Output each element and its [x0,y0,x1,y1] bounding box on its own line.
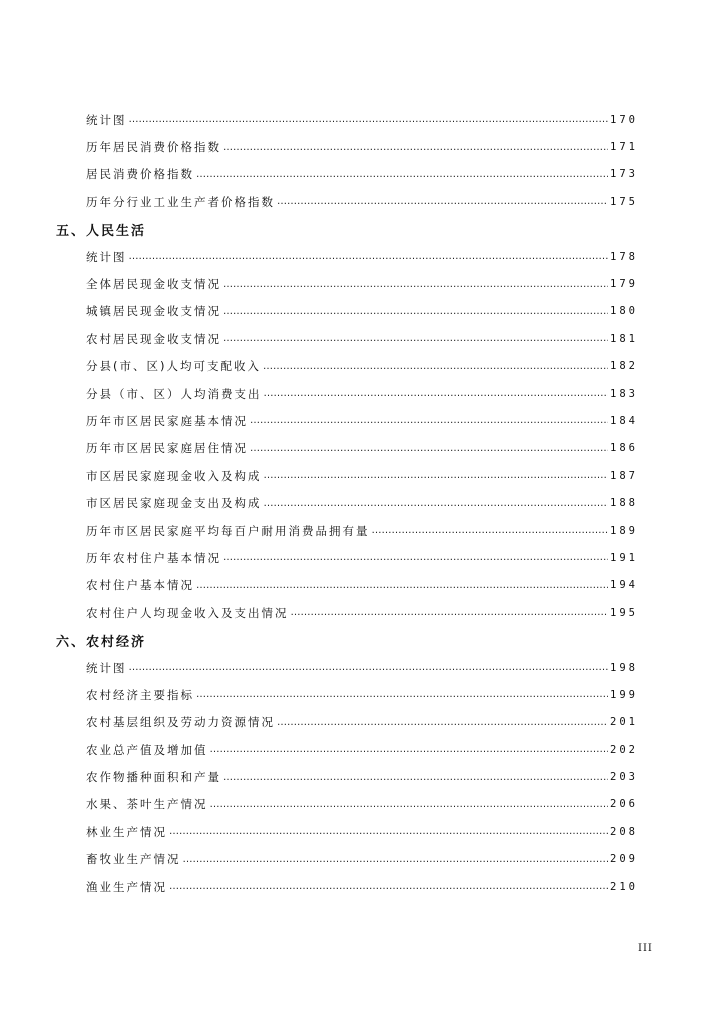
toc-entry-title: 水果、茶叶生产情况 [86,797,208,812]
section-heading: 六、农村经济 [56,634,147,650]
toc-entry[interactable] [86,106,638,133]
dot-leader [223,142,608,153]
toc-entry-page: 179 [610,278,638,291]
toc-entry-page: 171 [610,141,638,154]
toc-entry[interactable] [86,736,638,763]
dot-leader [129,251,609,262]
section-heading: 五、人民生活 [56,223,147,239]
toc-entry-page: 201 [610,716,638,729]
toc-entry-page: 191 [610,551,638,564]
toc-entry-page: 187 [610,469,638,482]
toc-entry-page: 180 [610,305,638,318]
toc-entry-title: 历年居民消费价格指数 [86,140,221,155]
toc-entry[interactable] [86,270,638,297]
toc-entry[interactable] [86,298,638,325]
toc-entry-title: 统计图 [86,249,127,264]
toc-entry[interactable] [86,188,638,215]
dot-leader [196,169,608,180]
toc-entry[interactable] [86,544,638,571]
toc-entry-title: 历年市区居民家庭平均每百户耐用消费品拥有量 [86,523,370,538]
toc-entry-title: 统计图 [86,112,127,127]
toc-entry[interactable] [86,818,638,845]
toc-entry[interactable] [86,380,638,407]
toc-entry-page: 183 [610,387,638,400]
toc-entry-title: 畜牧业生产情况 [86,852,181,867]
toc-entry-page: 194 [610,579,638,592]
toc-entry-page: 189 [610,524,638,537]
dot-leader [223,279,608,290]
toc-entry-title: 全体居民现金收支情况 [86,277,221,292]
toc-entry-page: 184 [610,414,638,427]
dot-leader [250,415,608,426]
toc-entry[interactable] [86,572,638,599]
toc-entry-page: 199 [610,688,638,701]
toc-entry-page: 170 [610,113,638,126]
dot-leader [263,361,608,372]
dot-leader [223,552,608,563]
toc-entry-title: 历年市区居民家庭居住情况 [86,441,248,456]
toc-entry-title: 分县（市、区）人均消费支出 [86,386,262,401]
toc-entry-title: 历年农村住户基本情况 [86,550,221,565]
toc-entry-title: 分县(市、区)人均可支配收入 [86,359,261,374]
toc-entry-title: 居民消费价格指数 [86,167,194,182]
dot-leader [264,470,609,481]
toc-entry[interactable] [86,846,638,873]
toc-entry-title: 林业生产情况 [86,824,167,839]
toc-entry-page: 182 [610,360,638,373]
toc-entry-page: 198 [610,661,638,674]
dot-leader [264,498,609,509]
toc-entry-page: 175 [610,195,638,208]
toc-entry-page: 208 [610,825,638,838]
toc-entry[interactable] [86,763,638,790]
toc-entry-page: 202 [610,743,638,756]
toc-entry[interactable] [86,133,638,160]
toc-entry-title: 统计图 [86,660,127,675]
toc-entry-title: 农村居民现金收支情况 [86,331,221,346]
toc-entry-title: 农村经济主要指标 [86,687,194,702]
toc-entry-title: 农村住户基本情况 [86,578,194,593]
toc-entry[interactable] [86,407,638,434]
dot-leader [183,854,609,865]
toc-entry[interactable] [86,681,638,708]
toc-entry-title: 农村住户人均现金收入及支出情况 [86,605,289,620]
toc-entry[interactable] [86,161,638,188]
toc-entry-page: 188 [610,497,638,510]
toc-entry-page: 195 [610,606,638,619]
toc-entry-page: 210 [610,880,638,893]
toc-entry[interactable] [86,873,638,900]
toc-entry[interactable] [86,353,638,380]
dot-leader [223,333,608,344]
toc-entry[interactable] [86,243,638,270]
dot-leader [372,525,609,536]
toc-entry-page: 209 [610,853,638,866]
dot-leader [196,689,608,700]
dot-leader [210,744,609,755]
dot-leader [264,388,609,399]
dot-leader [277,196,608,207]
toc-entry[interactable] [86,517,638,544]
dot-leader [196,580,608,591]
dot-leader [129,662,609,673]
toc-entry-title: 农作物播种面积和产量 [86,770,221,785]
table-of-contents [0,106,724,900]
toc-entry-title: 城镇居民现金收支情况 [86,304,221,319]
toc-entry[interactable] [86,791,638,818]
toc-entry-page: 206 [610,798,638,811]
toc-entry[interactable] [86,462,638,489]
dot-leader [169,881,608,892]
toc-entry[interactable] [86,489,638,516]
toc-entry[interactable] [86,654,638,681]
toc-entry[interactable] [86,599,638,626]
dot-leader [223,306,608,317]
toc-entry-title: 农村基层组织及劳动力资源情况 [86,715,275,730]
toc-entry-title: 历年分行业工业生产者价格指数 [86,194,275,209]
toc-entry-page: 178 [610,250,638,263]
toc-entry-page: 203 [610,771,638,784]
toc-entry-title: 市区居民家庭现金支出及构成 [86,496,262,511]
toc-entry-page: 181 [610,332,638,345]
toc-entry[interactable] [86,709,638,736]
toc-entry-page: 173 [610,168,638,181]
dot-leader [169,826,608,837]
toc-entry[interactable] [86,435,638,462]
toc-entry-title: 历年市区居民家庭基本情况 [86,413,248,428]
toc-entry-title: 市区居民家庭现金收入及构成 [86,468,262,483]
dot-leader [223,772,608,783]
page-number: III [638,943,653,954]
dot-leader [250,443,608,454]
toc-entry-page: 186 [610,442,638,455]
dot-leader [277,717,608,728]
dot-leader [129,114,609,125]
toc-entry-title: 渔业生产情况 [86,879,167,894]
dot-leader [210,799,609,810]
toc-entry-title: 农业总产值及增加值 [86,742,208,757]
toc-entry[interactable] [86,325,638,352]
dot-leader [291,607,609,618]
